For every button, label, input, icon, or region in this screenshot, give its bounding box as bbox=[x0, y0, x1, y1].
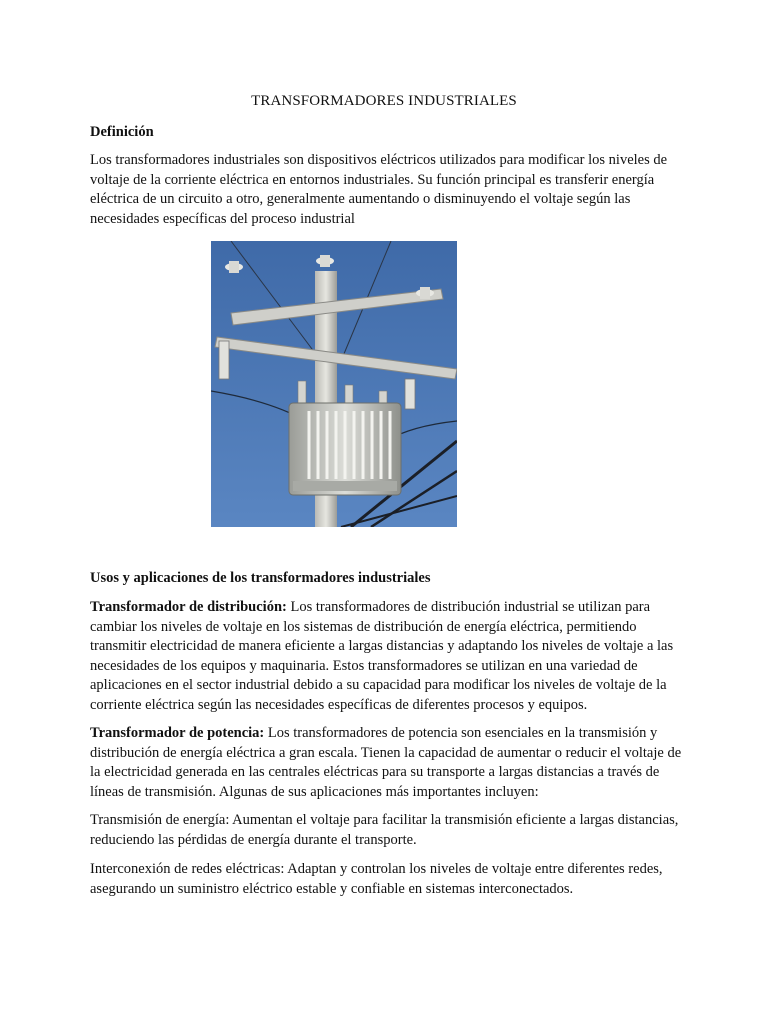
definition-paragraph: Los transformadores industriales son dispositivos eléctricos utilizados para modificar los niveles de voltaje de la corriente eléctrica en entornos industriales. Su función principal es transferir energía eléctrica de un circuito a otro, generalmente aumentando o disminuyendo el voltaje según las necesidades específicas del proceso industrial bbox=[90, 152, 668, 227]
power-transformer-paragraph bbox=[90, 724, 690, 802]
power-transformer-text: Los transformadores de potencia son esenciales en la transmisión y distribución de energía eléctrica a gran escala. Tienen la capacidad de aumentar o reducir el voltaje de la electricidad generada en las centrales eléctricas para su transporte a largas distancias a través de líneas de transmisión. Algunas de sus aplicaciones más importantes incluyen: bbox=[90, 725, 682, 800]
definition-heading: Definición bbox=[90, 124, 154, 140]
uses-heading: Usos y aplicaciones de los transformadores industriales bbox=[90, 570, 431, 586]
distribution-transformer-label: Transformador de distribución: bbox=[90, 599, 287, 615]
interconnection-paragraph: Interconexión de redes eléctricas: Adaptan y controlan los niveles de voltaje entre diferentes redes, asegurando un suministro eléctrico estable y confiable en sistemas interconectados. bbox=[90, 861, 663, 897]
transformer-pole-illustration bbox=[211, 241, 457, 527]
power-transformer-label: Transformador de potencia: bbox=[90, 725, 265, 741]
transmission-paragraph: Transmisión de energía: Aumentan el voltaje para facilitar la transmisión eficiente a largas distancias, reduciendo las pérdidas de energía durante el transporte. bbox=[90, 812, 679, 848]
transformer-pole-photo bbox=[211, 241, 457, 527]
distribution-transformer-text: Los transformadores de distribución industrial se utilizan para cambiar los niveles de voltaje en los sistemas de distribución de energía eléctrica, permitiendo transmitir electricidad de manera eficiente a largas distancias y adaptando los niveles de voltaje a las necesidades de los equipos y maquinaria. Estos transformadores se utilizan en una variedad de aplicaciones en el sector industrial debido a su capacidad para modificar los niveles de voltaje de la corriente eléctrica según las necesidades específicas de diferentes procesos y equipos. bbox=[90, 599, 674, 713]
document-title: TRANSFORMADORES INDUSTRIALES bbox=[251, 93, 517, 109]
distribution-transformer-paragraph bbox=[90, 598, 690, 715]
